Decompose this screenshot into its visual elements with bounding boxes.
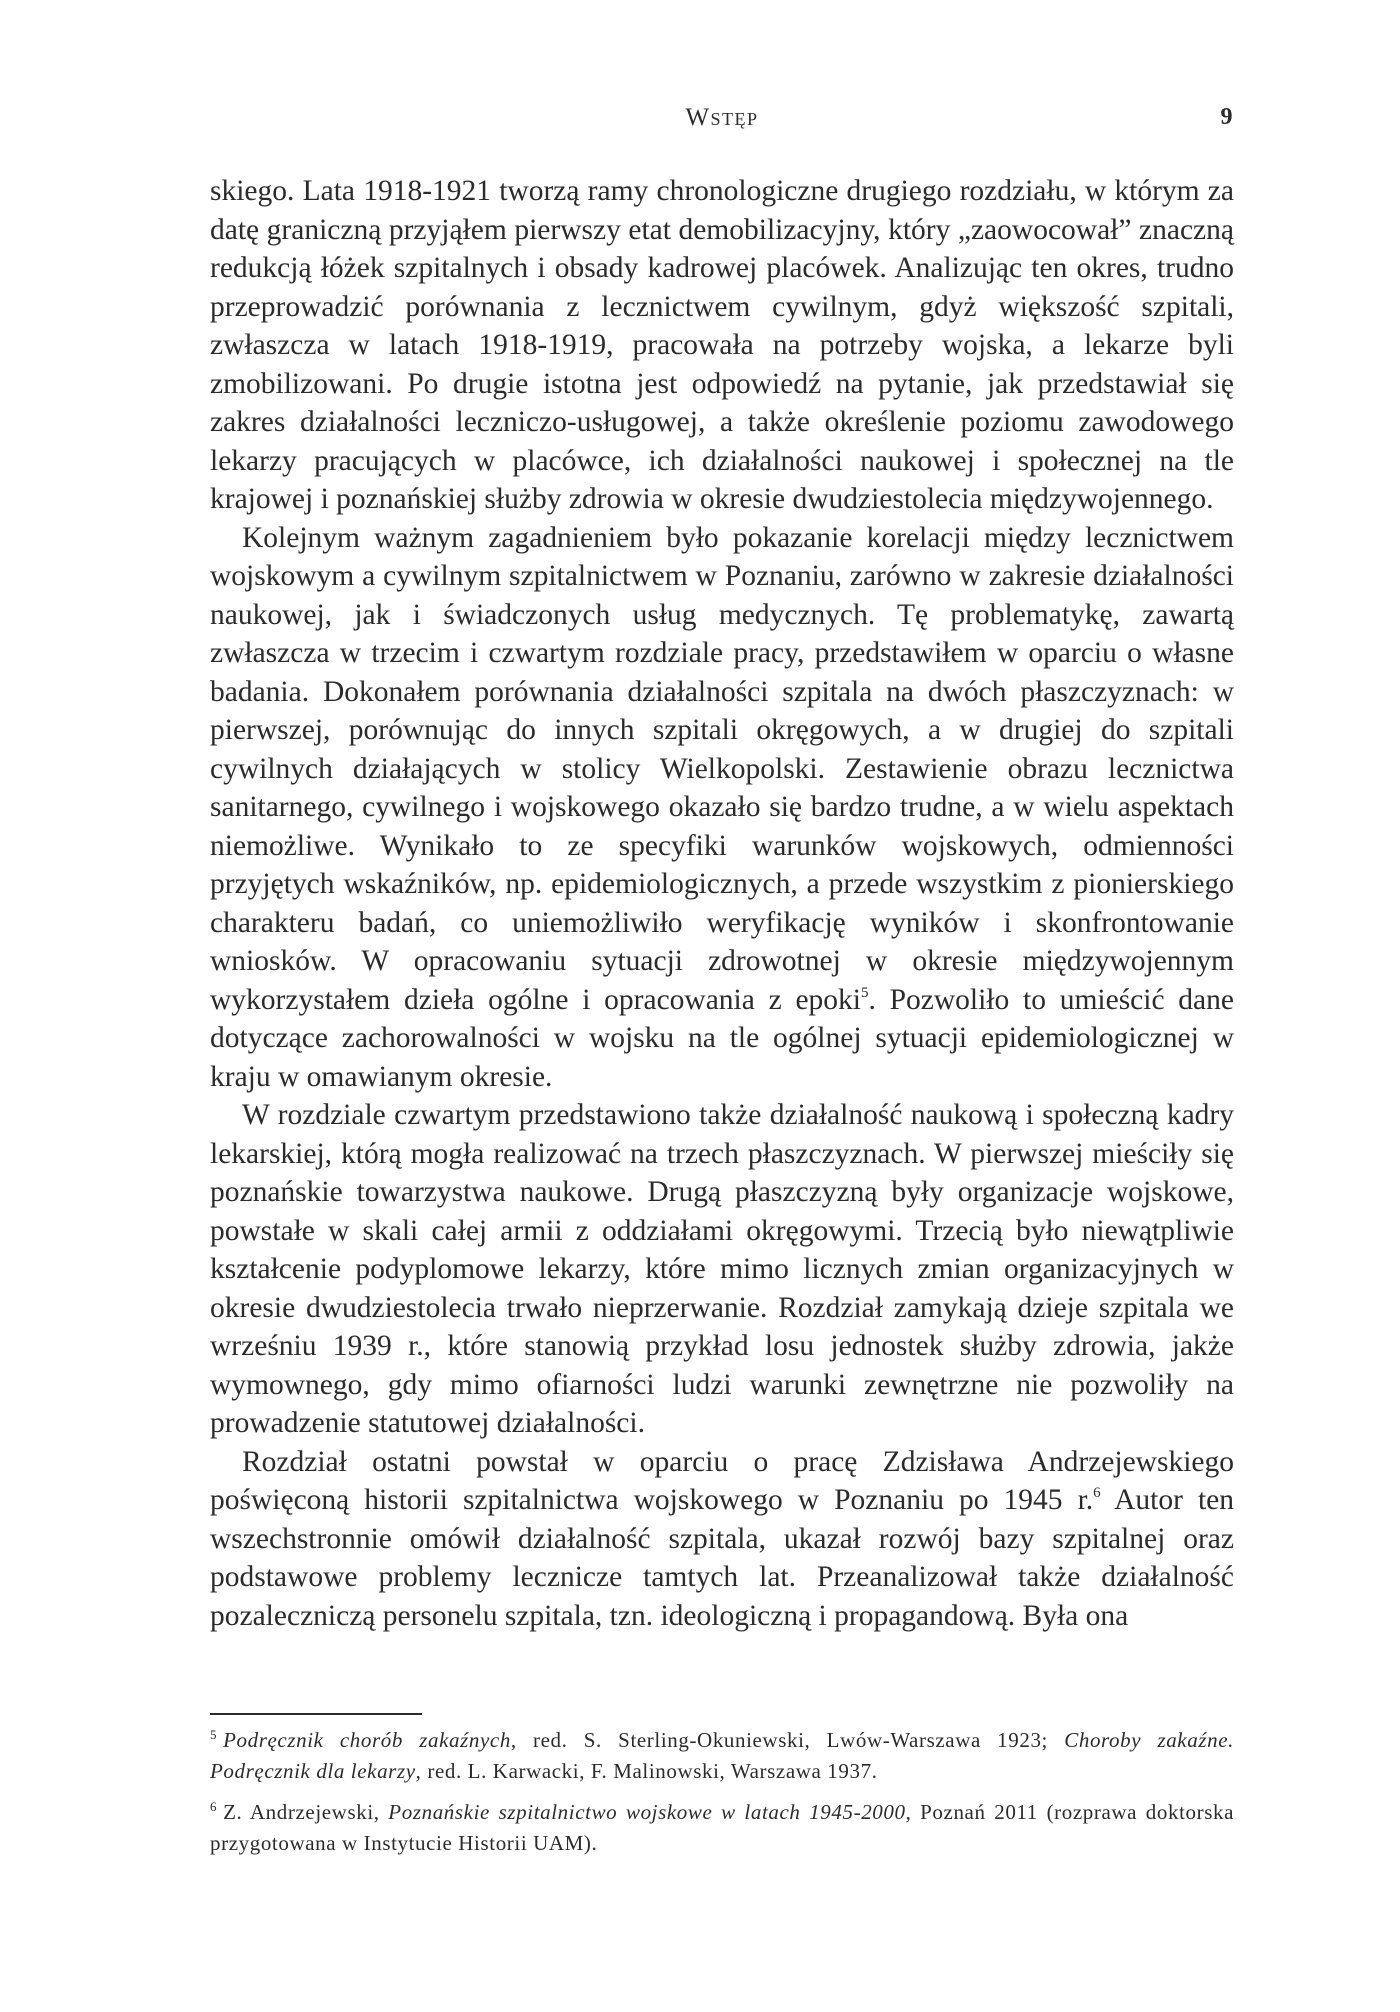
- paragraph-1: skiego. Lata 1918-1921 tworzą ramy chronologiczne drugiego rozdziału, w którym za datę graniczną przyjąłem pierwszy etat demobilizacyjny, który „zaowocował” znaczną redukcją łóżek szpitalnych i obsady kadrowej placówek. Analizując ten okres, trudno przeprowadzić porównania z lecznictwem cywilnym, gdyż większość szpitali, zwłaszcza w latach 1918-1919, pracowała na potrzeby wojska, a lekarze byli zmobilizowani. Po drugie istotna jest odpowiedź na pytanie, jak przedstawiał się zakres działalności leczniczo-usługowej, a także określenie poziomu zawodowego lekarzy pracujących w placówce, ich działalności naukowej i społecznej na tle krajowej i poznańskiej służby zdrowia w okresie dwudziestolecia międzywojennego.: [210, 175, 1234, 515]
- footnote-6: [210, 1797, 1234, 1859]
- footnotes: [210, 1725, 1234, 1869]
- footnote-ref-6[interactable]: 6: [1093, 1485, 1101, 1501]
- footnote-text: , red. S. Sterling-Okuniewski, Lwów-Warszawa 1923;: [510, 1728, 1065, 1752]
- paragraph-4-part-b: Autor ten wszechstronnie omówił działalność szpitala, ukazał rozwój bazy szpitalnej oraz podstawowe problemy lecznicze tamtych lat. Przeanalizował także działalność pozaleczniczą personelu szpitala, tzn. ideologiczną i propagandową. Była ona: [210, 1484, 1234, 1632]
- paragraph-2: [210, 519, 1234, 1097]
- chapter-title: Wstęp: [685, 104, 759, 131]
- footnote-text: Z. Andrzejewski,: [223, 1800, 389, 1824]
- footnote-text: , red. L. Karwacki, F. Malinowski, Warszawa 1937.: [415, 1759, 878, 1783]
- paragraph-2-part-a: Kolejnym ważnym zagadnieniem było pokazanie korelacji między lecznictwem wojskowym a cywilnym szpitalnictwem w Poznaniu, zarówno w zakresie działalności naukowej, jak i świadczonych usług medycznych. Tę problematykę, zawartą zwłaszcza w trzecim i czwartym rozdziale pracy, przedstawiłem w oparciu o własne badania. Dokonałem porównania działalności szpitala na dwóch płaszczyznach: w pierwszej, porównując do innych szpitali okręgowych, a w drugiej do szpitali cywilnych działających w stolicy Wielkopolski. Zestawienie obrazu lecznictwa sanitarnego, cywilnego i wojskowego okazało się bardzo trudne, a w wielu aspektach niemożliwe. Wynikało to ze specyfiki warunków wojskowych, odmienności przyjętych wskaźników, np. epidemiologicznych, a przede wszystkim z pionierskiego charakteru badań, co uniemożliwiło weryfikację wyników i skonfrontowanie wniosków. W opracowaniu sytuacji zdrowotnej w okresie międzywojennym wykorzystałem dzieła ogólne i opracowania z epoki: [210, 521, 1234, 1016]
- footnote-title: Podręcznik chorób zakaźnych: [223, 1728, 511, 1752]
- paragraph-4: [210, 1443, 1234, 1636]
- footnote-divider: [210, 1713, 422, 1715]
- footnote-5: [210, 1725, 1234, 1787]
- footnote-number: 5: [210, 1727, 218, 1742]
- paragraph-2-part-b: . Pozwoliło to umieścić dane dotyczące zachorowalności w wojsku na tle ogólnej sytuacji epidemiologicznej w kraju w omawianym okresie.: [210, 983, 1234, 1093]
- footnote-title: Poznańskie szpitalnictwo wojskowe w latach 1945-2000: [388, 1800, 906, 1824]
- footnote-number: 6: [210, 1799, 218, 1814]
- footnote-title: Choroby zakaźne. Podręcznik dla lekarzy: [210, 1728, 1234, 1783]
- paragraph-3: W rozdziale czwartym przedstawiono także działalność naukową i społeczną kadry lekarskiej, którą mogła realizować na trzech płaszczyznach. W pierwszej mieściły się poznańskie towarzystwa naukowe. Drugą płaszczyzną były organizacje wojskowe, powstałe w skali całej armii z oddziałami okręgowymi. Trzecią było niewątpliwie kształcenie podyplomowe lekarzy, które mimo licznych zmian organizacyjnych w okresie dwudziestolecia trwało nieprzerwanie. Rozdział zamykają dzieje szpitala we wrześniu 1939 r., które stanowią przykład losu jednostek służby zdrowia, jakże wymownego, gdy mimo ofiarności ludzi warunki zewnętrzne nie pozwoliły na prowadzenie statutowej działalności.: [210, 1099, 1234, 1439]
- paragraph-4-part-a: Rozdział ostatni powstał w oparciu o pracę Zdzisława Andrzejewskiego poświęconą historii szpitalnictwa wojskowego w Poznaniu po 1945 r.: [210, 1445, 1234, 1516]
- footnote-ref-5[interactable]: 5: [860, 984, 869, 1001]
- main-text: [210, 172, 1234, 1635]
- running-head: [210, 104, 1234, 144]
- page-number: 9: [1220, 104, 1234, 130]
- footnote-text: , Poznań 2011 (rozprawa doktorska przygotowana w Instytucie Historii UAM).: [210, 1800, 1234, 1855]
